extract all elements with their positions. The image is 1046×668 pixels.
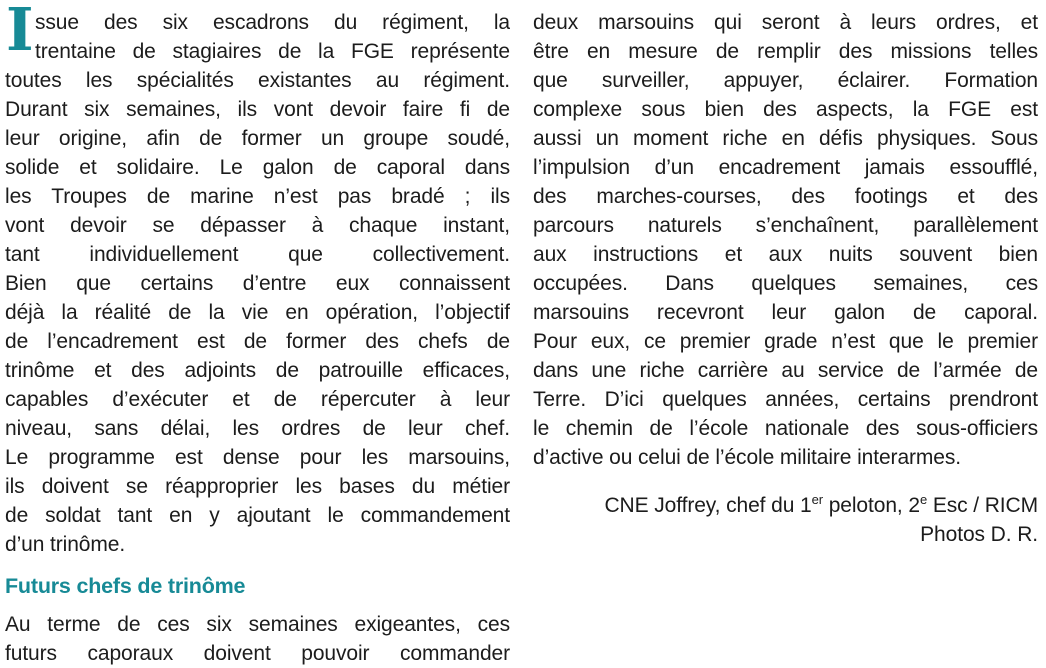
text-line: Bien que certains d’entre eux connaissent	[5, 272, 510, 295]
text-line: dans une riche carrière au service de l’armée de	[533, 359, 1038, 382]
text-line: marsouins recevront leur galon de caporal.	[533, 301, 1038, 324]
text-line: toutes les spécialités existantes au régiment.	[5, 69, 510, 92]
drop-cap: I	[6, 0, 34, 64]
text-line: d’un trinôme.	[5, 533, 126, 556]
text-line: complexe sous bien des aspects, la FGE est	[533, 98, 1038, 121]
text-line: de soldat tant en y ajoutant le commandement	[5, 504, 510, 527]
text-line: futurs caporaux doivent pouvoir commander	[5, 642, 510, 665]
text-line: trentaine de stagiaires de la FGE représente	[35, 40, 510, 63]
text-line: Le programme est dense pour les marsouins,	[5, 446, 510, 469]
byline-ordinal-superscript: er	[811, 492, 823, 507]
text-line: aux instructions et aux nuits souvent bien	[533, 243, 1038, 266]
section-heading: Futurs chefs de trinôme	[5, 574, 246, 598]
byline-photo-credit: Photos D. R.	[920, 523, 1038, 546]
byline-author-text: peloton, 2	[822, 494, 920, 517]
paragraph-1-lines	[5, 66, 510, 559]
text-line: le chemin de l’école nationale des sous-officiers	[533, 417, 1038, 440]
text-line: ssue des six escadrons du régiment, la	[35, 11, 510, 34]
right-column	[533, 8, 1038, 668]
byline-author-text: Esc / RICM	[927, 494, 1038, 517]
text-line: Au terme de ces six semaines exigeantes, ces	[5, 613, 510, 636]
byline-ordinal-superscript: e	[919, 492, 928, 507]
paragraph-2-lines	[5, 610, 510, 668]
text-line: tant individuellement que collectivement.	[5, 243, 510, 266]
text-line: les Troupes de marine n’est pas bradé ; ils	[5, 185, 510, 208]
byline-author-text: CNE Joffrey, chef du 1	[604, 494, 812, 517]
text-line: occupées. Dans quelques semaines, ces	[533, 272, 1038, 295]
text-line: Terre. D’ici quelques années, certains prendront	[533, 388, 1038, 411]
text-line: aussi un moment riche en défis physiques. Sous	[533, 127, 1038, 150]
byline	[533, 491, 1038, 549]
byline-author-line	[533, 491, 1038, 520]
text-line: vont devoir se dépasser à chaque instant,	[5, 214, 510, 237]
text-line: d’active ou celui de l’école militaire interarmes.	[533, 446, 962, 469]
text-line: leur origine, afin de former un groupe soudé,	[5, 127, 510, 150]
text-line: parcours naturels s’enchaînent, parallèlement	[533, 214, 1038, 237]
text-line: des marches-courses, des footings et des	[533, 185, 1038, 208]
text-line: niveau, sans délai, les ordres de leur chef.	[5, 417, 510, 440]
text-line: Durant six semaines, ils vont devoir faire fi de	[5, 98, 510, 121]
text-line: deux marsouins qui seront à leurs ordres, et	[533, 11, 1038, 34]
left-column	[5, 0, 510, 668]
text-line: trinôme et des adjoints de patrouille efficaces,	[5, 359, 510, 382]
text-line: déjà la réalité de la vie en opération, l’objectif	[5, 301, 510, 324]
paragraph-2-continued-lines	[533, 8, 1038, 472]
dropcap-indented-lines	[35, 8, 510, 66]
text-line: de l’encadrement est de former des chefs de	[5, 330, 510, 353]
text-line: capables d’exécuter et de répercuter à leur	[5, 388, 510, 411]
text-line: être en mesure de remplir des missions telles	[533, 40, 1038, 63]
text-line: Pour eux, ce premier grade n’est que le premier	[533, 330, 1038, 353]
text-line: solide et solidaire. Le galon de caporal dans	[5, 156, 510, 179]
text-line: l’impulsion d’un encadrement jamais essoufflé,	[533, 156, 1038, 179]
opening-paragraph-start	[5, 0, 510, 66]
text-line: ils doivent se réapproprier les bases du métier	[5, 475, 510, 498]
text-line: que surveiller, appuyer, éclairer. Formation	[533, 69, 1038, 92]
